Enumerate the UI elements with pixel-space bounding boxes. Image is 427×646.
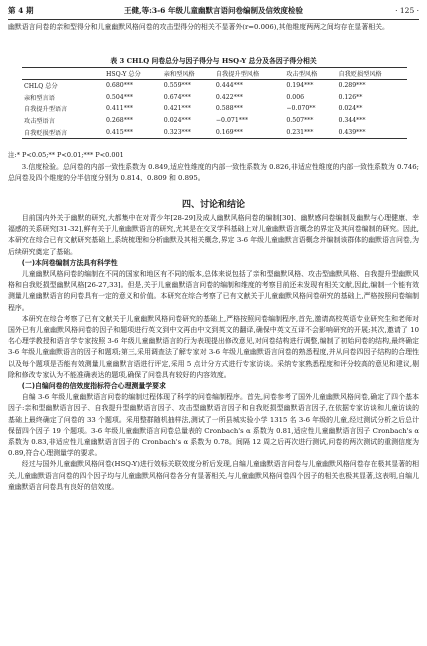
table-header-row [22, 68, 407, 80]
subsection-1-paragraph-2: 本研究在综合考察了已有文献关于儿童幽默风格问卷研究的基础上,严格按照问卷编制程序,首先,邀请高校英语专业研究生和老师对国外已有儿童幽默风格问卷的因子和题项进行英文到中文再由中文到英文的翻译,确保中英文互译不会影响研究的开展;其次,邀请了 10 名心理学教授和语言学专家按照 3-6 年级儿童幽默语言的行为表现提出修改意见,对问卷结构进行调整,编制了初始问卷的结构,最终确定 3-6 年级儿童幽默语言的因子和题项;第三,采用调查法了解专家对 3-6 年级儿童幽默语言问卷的熟悉程度,并从问卷四因子结构的合理性以及每个题项是否能有效测量儿童幽默言语进行评定,采用 5 点计分方式进行专家访谈。采纳专家熟悉程度和评分较高的意见和建议,剔除和修改专家认为不能准确表达的题项,确保了问卷具有较好的内容效度。 [8, 314, 419, 379]
table-cell: 0.231*** [284, 126, 336, 138]
table-cell: 0.504*** [106, 93, 133, 101]
table-cell: 0.344*** [338, 117, 366, 125]
table-cell: 0.024** [338, 105, 363, 113]
intro-paragraph: 幽默语言问卷的亲和型得分和儿童幽默风格问卷的攻击型得分的相关不显著外(r=0.006),其他维度两两之间均存在显著相关。 [8, 23, 389, 31]
table-caption: 表 3 CHLQ 问卷总分与因子得分与 HSQ-Y 总分及各因子得分相关 [110, 57, 317, 65]
subsection-2-paragraph-1: 自编 3-6 年级儿童幽默语言问卷的编制过程体现了科学的问卷编制程序。首先,问卷参考了国外儿童幽默风格问卷,确定了四个基本因子:亲和型幽默语言因子、自我提升型幽默语言因子、攻击型幽默语言因子和自我贬损型幽默语言因子,在依据专家访谈和儿童访谈的基础上最终确定了问卷的 33 个题项。采用整群随机抽样法,测试了一所县城实验小学 1315 名 3-6 年级的儿童,经过测试分析之后总计保留四个因子 19 个题项。3-6 年级儿童幽默语言问卷总量表的 Cronbach's α 系数为 0.81,适应性儿童幽默语言因子 Cronbach's α 系数为 0.83,非适应性儿童幽默语言因子的 Cronbach's α 系数为 0.78。间隔 12 周之后再次进行测试,问卷的两次测试的重测信度为 0.89,符合心理测量学的要求。 [8, 393, 419, 458]
section-title: 四、讨论和结论 [181, 200, 245, 210]
table-row [22, 92, 407, 104]
table-cell: 0.169*** [214, 126, 285, 138]
subsection-2-paragraph-2: 经过与国外儿童幽默风格问卷(HSQ-Y)进行效标关联效度分析后发现,自编儿童幽默语言问卷与儿童幽默风格问卷存在极其显著的相关,儿童幽默语言问卷的四个因子均与儿童幽默风格问卷各分有显著相关,与儿童幽默风格问卷四个因子的相关也极其显著,这表明,自编儿童幽默语言问卷具有良好的信效度。 [8, 460, 419, 491]
table-cell: 0.680*** [106, 82, 133, 90]
table-row [22, 103, 407, 115]
table-header-cell: HSQ-Y 总分 [104, 68, 162, 80]
table-cell: −0.071*** [215, 117, 249, 125]
page-number: · 125 · [395, 6, 419, 15]
running-title: 王健,等:3-6 年级儿童幽默言语问卷编制及信效度检验 [123, 6, 304, 15]
table-header-cell: 自我贬损型风格 [336, 68, 407, 80]
correlation-table [22, 67, 407, 139]
subsection-2-title: (二)自编问卷的信效度指标符合心理测量学要求 [21, 382, 166, 391]
table-cell: 0.268*** [106, 117, 133, 125]
table-cell: 0.006 [286, 93, 305, 101]
table-cell: 0.421*** [163, 105, 191, 113]
table-cell: 0.439*** [336, 126, 407, 138]
table-cell: 0.674*** [163, 93, 191, 101]
table-cell: 亲和型言语 [24, 94, 55, 102]
header-rule [8, 19, 419, 20]
table-cell: 攻击型语言 [24, 118, 55, 126]
reliability-paragraph: 3.信度检验。总问卷的内部一致性系数为 0.849,适应性维度的内部一致性系数为 0.826,非适应性维度的内部一致性系数为 0.746;总问卷及四个维度的分半信度分别为 0.814、0.809 和 0.895。 [8, 163, 419, 183]
table-cell: 0.415*** [104, 126, 162, 138]
table-cell: 0.289*** [338, 82, 366, 90]
table-cell: 0.559*** [163, 82, 191, 90]
table-cell: 0.507*** [286, 117, 314, 125]
table-row [22, 80, 407, 92]
table-cell: CHLQ 总分 [24, 83, 58, 91]
table-row [22, 115, 407, 127]
table-cell: 0.588*** [215, 105, 243, 113]
table-cell: −0.070** [286, 105, 316, 113]
table-header-cell: 亲和型风格 [162, 68, 214, 80]
table-header-cell: 自我提升型风格 [214, 68, 285, 80]
subsection-1-title: (一)本问卷编制方法具有科学性 [21, 258, 118, 267]
table-row [22, 126, 407, 138]
discussion-intro: 目前国内外关于幽默的研究,大都集中在对青少年[28-29]及成人幽默风格问卷的编制[30]、幽默感问卷编制及幽默与心理健康、幸福感的关系研究[31-32],鲜有关于儿童幽默语言的研究,尤其是在交叉学科基础上对儿童幽默语言概念的界定及其问卷编制的研究。因此,本研究在综合已有文献研究基础上,系统梳理和分析幽默及其相关概念,界定 3-6 年级儿童幽默言语概念并编制该群体的幽默语言问卷,为后续研究奠定了基础。 [8, 214, 419, 256]
table-cell: 0.444*** [215, 82, 243, 90]
running-header [8, 4, 419, 18]
table-cell: 0.323*** [162, 126, 214, 138]
table-header-cell [22, 68, 104, 80]
table-note: 注:* P<0.05;** P<0.01;*** P<0.001 [8, 151, 124, 159]
issue-number: 第 4 期 [8, 6, 34, 15]
table-header-cell: 攻击型风格 [284, 68, 336, 80]
discussion-body [8, 213, 419, 493]
table-cell: 0.126** [338, 93, 363, 101]
table-cell: 0.411*** [106, 105, 133, 113]
subsection-1-paragraph-1: 儿童幽默风格问卷的编制在不同的国家和地区有不同的版本,总体来说包括了亲和型幽默风格、攻击型幽默风格、自我提升型幽默风格和自我贬损型幽默风格[26-27,33]。但是,关于儿童幽默语言问卷的编制和维度的考察目前还未发现有相关文献,因此,编制一个能有效测量儿童幽默语言的问卷具有一定的意义和价值。本研究在综合考察了已有文献关于儿童幽默风格问卷研究的基础上,严格按照问卷编制程序。 [8, 270, 419, 312]
table-cell: 0.422*** [215, 93, 243, 101]
table-cell: 0.194*** [286, 82, 314, 90]
table-cell: 自我贬损型语言 [22, 126, 104, 138]
table-cell: 自我提升型语言 [24, 106, 68, 114]
table-cell: 0.024*** [163, 117, 191, 125]
